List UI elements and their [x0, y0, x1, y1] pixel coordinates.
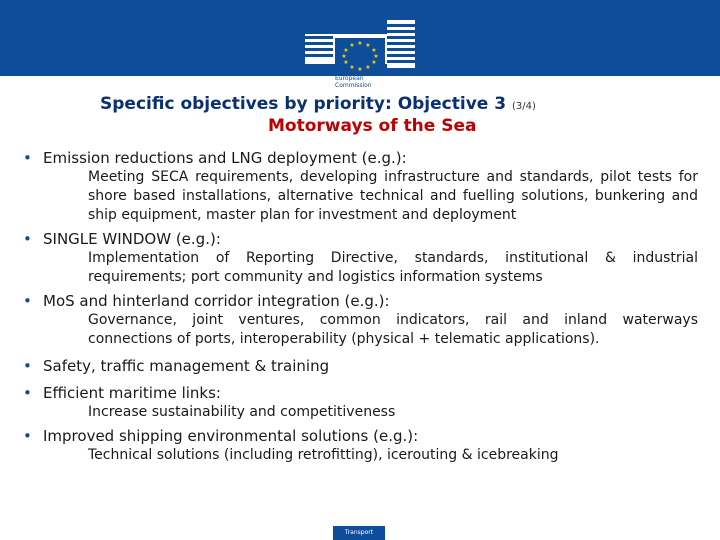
objectives-list — [18, 149, 704, 465]
list-item: • Efficient maritime links: — [18, 384, 704, 403]
svg-text:★: ★ — [349, 42, 355, 49]
svg-text:★: ★ — [343, 59, 349, 66]
item-detail: Technical solutions (including retrofitting), icerouting & icebreaking — [88, 447, 559, 463]
footer-tag: Transport — [333, 526, 385, 540]
svg-text:★: ★ — [371, 47, 377, 54]
list-item: • Safety, traffic management & training — [18, 357, 704, 376]
list-item: • Improved shipping environmental solutions (e.g.): — [18, 427, 704, 446]
page-indicator: (3/4) — [511, 101, 536, 112]
item-detail: Increase sustainability and competitiveness — [88, 404, 396, 420]
svg-text:★: ★ — [373, 53, 379, 60]
title-line-1: Specific objectives by priority: Objective 3 (3/4) — [100, 94, 536, 114]
svg-text:★: ★ — [365, 64, 371, 71]
svg-text:★: ★ — [349, 64, 355, 71]
svg-text:★: ★ — [365, 42, 371, 49]
svg-text:★: ★ — [357, 66, 363, 73]
list-item: • Emission reductions and LNG deployment (e.g.): — [18, 149, 704, 168]
svg-text:★: ★ — [343, 47, 349, 54]
logo-caption: European Commission — [335, 75, 372, 89]
title-line-2: Motorways of the Sea — [268, 116, 477, 136]
list-item: • MoS and hinterland corridor integration (e.g.): — [18, 292, 704, 311]
list-item: • SINGLE WINDOW (e.g.): — [18, 230, 704, 249]
svg-text:★: ★ — [341, 53, 347, 60]
slide-title — [100, 94, 660, 136]
item-detail: Governance, joint ventures, common indicators, rail and inland waterways connections of ports, interoperability (physical + telematic applications). — [88, 312, 698, 347]
svg-text:★: ★ — [371, 59, 377, 66]
item-detail: Meeting SECA requirements, developing infrastructure and standards, pilot tests for shore based installations, alternative technical and fuelling solutions, bunkering and ship equipment, master plan for investment and deployment — [88, 169, 698, 223]
item-detail: Implementation of Reporting Directive, standards, institutional & industrial requirements; port community and logistics information systems — [88, 250, 698, 285]
svg-text:★: ★ — [357, 40, 363, 47]
